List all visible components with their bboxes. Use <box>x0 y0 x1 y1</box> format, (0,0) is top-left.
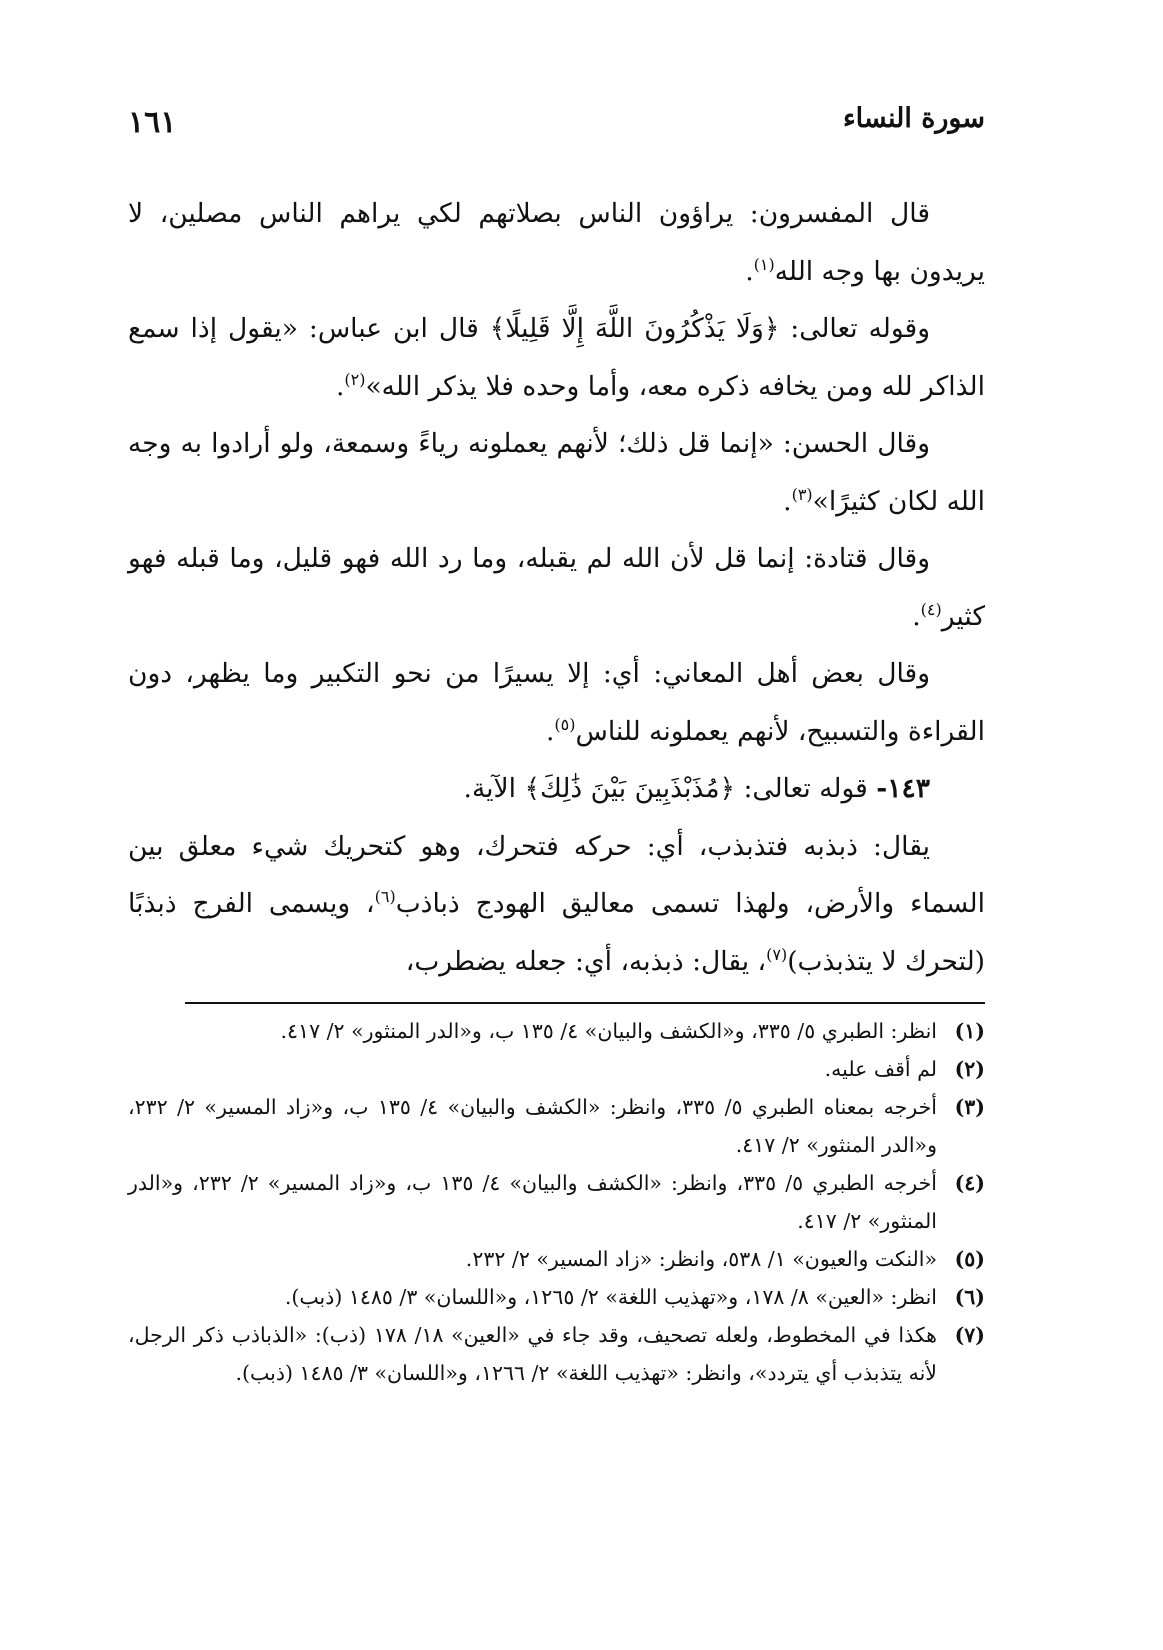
footnote-number: (٣) <box>954 1095 985 1119</box>
footnote-text: انظر: «العين» ٨/ ١٧٨، و«تهذيب اللغة» ٢/ ١٢٦٥، و«اللسان» ٣/ ١٤٨٥ (ذبب). <box>284 1285 937 1309</box>
footnote <box>128 1278 985 1316</box>
footnote <box>128 1012 985 1050</box>
footnote-ref: (٢) <box>344 369 366 389</box>
footnote-text: أخرجه الطبري ٥/ ٣٣٥، وانظر: «الكشف والبيان» ٤/ ١٣٥ ب، و«زاد المسير» ٢/ ٢٣٢، و«الدر المنثور» ٢/ ٤١٧. <box>128 1171 937 1233</box>
main-text <box>128 185 985 990</box>
paragraph-text: وقال بعض أهل المعاني: أي: إلا يسيرًا من نحو التكبير وما يظهر، دون القراءة والتسبيح، لأنهم يعملونه للناس <box>128 658 985 747</box>
footnote-ref: (٥) <box>554 714 576 734</box>
paragraph-text: وقال قتادة: إنما قل لأن الله لم يقبله، وما رد الله فهو قليل، وما قبله فهو كثير <box>128 543 985 632</box>
footnote-number: (٤) <box>954 1171 985 1195</box>
page-number: ١٦١ <box>128 105 177 140</box>
footnote-ref: (٦) <box>374 887 396 907</box>
paragraph-text: ، يقال: ذبذبه، أي: جعله يضطرب، <box>405 945 767 977</box>
paragraph-text: قال المفسرون: يراؤون الناس بصلاتهم لكي يراهم الناس مصلين، لا يريدون بها وجه الله <box>128 198 985 287</box>
footnote-number: (٢) <box>954 1057 985 1081</box>
footnote <box>128 1240 985 1278</box>
footnote-text: انظر: الطبري ٥/ ٣٣٥، و«الكشف والبيان» ٤/ ١٣٥ ب، و«الدر المنثور» ٢/ ٤١٧. <box>280 1019 937 1043</box>
page-header <box>128 103 985 153</box>
footnotes <box>128 1012 985 1392</box>
footnote <box>128 1164 985 1240</box>
footnote-text: هكذا في المخطوط، ولعله تصحيف، وقد جاء في «العين» ١٨/ ١٧٨ (ذب): «الذباذب ذكر الرجل، لأنه يتذبذب أي يتردد»، وانظر: «تهذيب اللغة» ٢/ ١٢٦٦، و«اللسان» ٣/ ١٤٨٥ (ذبب). <box>128 1323 937 1385</box>
paragraph-6 <box>128 818 985 991</box>
paragraph-2: وقوله تعالى: ﴿وَلَا يَذْكُرُونَ اللَّهَ إِلَّا قَلِيلًا﴾ قال ابن عباس: «يقول إذا سمع الذاكر لله ومن يخافه ذكره معه، وأما وحده فلا يذكر الله»$^{(٢)}$. <box>128 313 985 402</box>
paragraph-3: وقال الحسن: «إنما قل ذلك؛ لأنهم يعملونه رياءً وسمعة، ولو أرادوا به وجه الله لكان كثيرًا»$^{(٣)}$. <box>128 428 985 517</box>
surah-title: سورة النساء <box>842 103 985 134</box>
footnote <box>128 1050 985 1088</box>
footnote-text: أخرجه بمعناه الطبري ٥/ ٣٣٥، وانظر: «الكشف والبيان» ٤/ ١٣٥ ب، و«زاد المسير» ٢/ ٢٣٢، و«الدر المنثور» ٢/ ٤١٧. <box>128 1095 937 1157</box>
footnote-number: (٦) <box>954 1285 985 1309</box>
footnote <box>128 1088 985 1164</box>
footnote-divider <box>185 1002 985 1004</box>
footnote <box>128 1316 985 1392</box>
verse-heading <box>128 760 985 818</box>
footnote-number: (٥) <box>954 1247 985 1271</box>
footnote-number: (١) <box>954 1019 985 1043</box>
footnote-number: (٧) <box>954 1323 985 1347</box>
verse-text: قوله تعالى: ﴿مُذَبْذَبِينَ بَيْنَ ذَٰلِكَ﴾ الآية. <box>463 773 868 804</box>
footnote-ref: (٣) <box>791 484 813 504</box>
verse-number: ١٤٣- <box>876 773 930 804</box>
footnote-ref: (٧) <box>766 944 788 964</box>
paragraph-text: يقال: ذبذبه فتذبذب، أي: حركه فتحرك، وهو كتحريك شيء معلق بين السماء والأرض، ولهذا تسمى معاليق الهودج ذباذب <box>128 830 985 919</box>
paragraph-text: وقال الحسن: «إنما قل ذلك؛ لأنهم يعملونه رياءً وسمعة، ولو أرادوا به وجه الله لكان كثيرًا» <box>128 428 985 517</box>
paragraph-text: وقوله تعالى: ﴿وَلَا يَذْكُرُونَ اللَّهَ إِلَّا قَلِيلًا﴾ قال ابن عباس: «يقول إذا سمع الذاكر لله ومن يخافه ذكره معه، وأما وحده فلا يذكر الله» <box>128 313 985 402</box>
paragraph-4: وقال قتادة: إنما قل لأن الله لم يقبله، وما رد الله فهو قليل، وما قبله فهو كثير$^{(٤)}$. <box>128 543 985 632</box>
paragraph-1: قال المفسرون: يراؤون الناس بصلاتهم لكي يراهم الناس مصلين، لا يريدون بها وجه الله$^{(١)}$. <box>128 198 985 287</box>
footnote-ref: (١) <box>753 254 775 274</box>
footnote-ref: (٤) <box>920 599 942 619</box>
footnote-text: «النكت والعيون» ١/ ٥٣٨، وانظر: «زاد المسير» ٢/ ٢٣٢. <box>465 1247 937 1271</box>
paragraph-text: ، ويسمى الفرج ذبذبًا (لتحرك لا يتذبذب) <box>128 888 985 977</box>
paragraph-5: وقال بعض أهل المعاني: أي: إلا يسيرًا من نحو التكبير وما يظهر، دون القراءة والتسبيح، لأنهم يعملونه للناس$^{(٥)}$. <box>128 658 985 747</box>
footnote-text: لم أقف عليه. <box>824 1057 937 1081</box>
